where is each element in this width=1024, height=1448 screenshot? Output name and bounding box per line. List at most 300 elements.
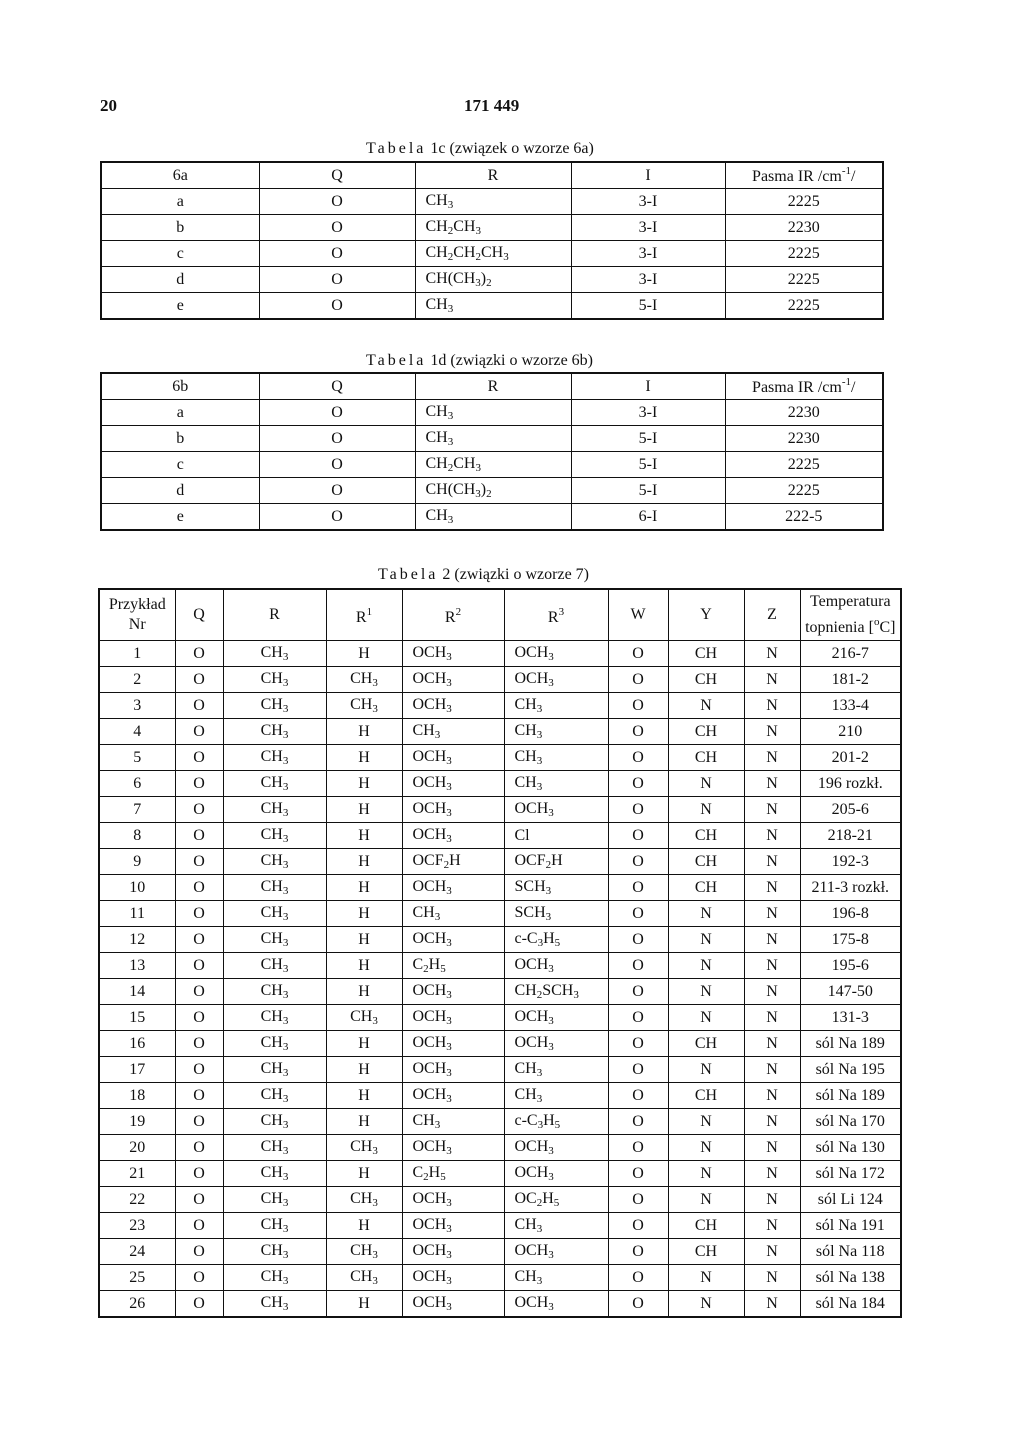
table-cell: $OCH_3$ xyxy=(402,693,504,719)
table-cell: O xyxy=(259,504,415,531)
table-cell: N xyxy=(744,1005,800,1031)
table-cell: O xyxy=(175,719,223,745)
table-row xyxy=(101,189,883,215)
table-cell: sól Na 189 xyxy=(800,1031,901,1057)
table-cell: $CH_3$ xyxy=(223,745,326,771)
table-cell: O xyxy=(608,1291,668,1318)
table-cell: CH xyxy=(668,1213,744,1239)
table-cell: N xyxy=(668,1291,744,1318)
header-cell: Q xyxy=(259,373,415,400)
header-cell: Q xyxy=(259,162,415,189)
table-cell: 131-3 xyxy=(800,1005,901,1031)
table-cell: $CH_3$ xyxy=(223,1005,326,1031)
table-cell: 16 xyxy=(99,1031,175,1057)
table-cell: N xyxy=(668,1109,744,1135)
table-cell: 2225 xyxy=(725,267,883,293)
table-cell: N xyxy=(744,693,800,719)
table-cell: $c-C_3H_5$ xyxy=(504,1109,608,1135)
table-cell: $OCH_3$ xyxy=(402,1187,504,1213)
table-cell: 3 xyxy=(99,693,175,719)
table-cell: 9 xyxy=(99,849,175,875)
table-cell: b xyxy=(101,215,259,241)
table-cell: O xyxy=(175,901,223,927)
table-cell: $CH_3$ xyxy=(402,1109,504,1135)
table-cell: O xyxy=(175,1161,223,1187)
table-cell: O xyxy=(608,901,668,927)
table-1c-caption-text: 1c (związek o wzorze 6a) xyxy=(430,140,594,157)
table-row xyxy=(99,745,901,771)
table-cell: N xyxy=(744,849,800,875)
table-cell: N xyxy=(668,1057,744,1083)
table-row xyxy=(99,901,901,927)
table-cell: $CH_3$ xyxy=(223,927,326,953)
table-cell: $OCH_3$ xyxy=(504,1005,608,1031)
table-cell: e xyxy=(101,504,259,531)
table-cell: sól Na 130 xyxy=(800,1135,901,1161)
table-cell: $CH_3$ xyxy=(223,1135,326,1161)
table-cell: O xyxy=(608,1109,668,1135)
table-row xyxy=(99,1213,901,1239)
table-cell: $OCH_3$ xyxy=(402,641,504,667)
table-cell: 19 xyxy=(99,1109,175,1135)
table-row xyxy=(99,641,901,667)
table-row xyxy=(99,1135,901,1161)
table-cell: $CH_3$ xyxy=(504,1213,608,1239)
table-cell: O xyxy=(608,1161,668,1187)
table-row xyxy=(99,1031,901,1057)
table-cell: $CH_3$ xyxy=(223,875,326,901)
table-cell: H xyxy=(326,745,402,771)
table-cell: O xyxy=(608,1213,668,1239)
header-cell: R xyxy=(415,162,571,189)
table-cell: N xyxy=(744,823,800,849)
table-cell: 2225 xyxy=(725,452,883,478)
table-cell: 20 xyxy=(99,1135,175,1161)
table-1c-header-row xyxy=(101,162,883,189)
table-cell: $CH_3$ xyxy=(326,1265,402,1291)
table-cell: H xyxy=(326,953,402,979)
table-cell: a xyxy=(101,189,259,215)
table-cell: H xyxy=(326,1291,402,1318)
table-cell: $OCH_3$ xyxy=(402,1291,504,1318)
table-cell: 175-8 xyxy=(800,927,901,953)
table-cell: O xyxy=(259,189,415,215)
table-cell: H xyxy=(326,1083,402,1109)
table-cell: O xyxy=(259,215,415,241)
table-cell: $CH_3$ xyxy=(326,667,402,693)
table-cell: O xyxy=(175,745,223,771)
table-cell: O xyxy=(259,241,415,267)
table-cell: N xyxy=(668,771,744,797)
table-cell: N xyxy=(744,771,800,797)
table-cell: 2225 xyxy=(725,478,883,504)
table-cell: 5-I xyxy=(571,452,725,478)
table-cell: $OCH_3$ xyxy=(504,1031,608,1057)
table-cell: CH xyxy=(668,667,744,693)
table-cell: H xyxy=(326,1213,402,1239)
table-cell: 133-4 xyxy=(800,693,901,719)
table-cell: N xyxy=(744,1213,800,1239)
table-cell: $CH_3$ xyxy=(504,1057,608,1083)
table-cell: O xyxy=(608,1057,668,1083)
table-cell: O xyxy=(175,693,223,719)
table-cell: $OCH_3$ xyxy=(402,1135,504,1161)
table-cell: N xyxy=(744,953,800,979)
header-cell: 6a xyxy=(101,162,259,189)
table-row xyxy=(101,293,883,320)
table-cell: $OCH_3$ xyxy=(504,667,608,693)
table-cell: 6 xyxy=(99,771,175,797)
table-row xyxy=(101,478,883,504)
table-cell: CH xyxy=(668,1083,744,1109)
table-cell: 196-8 xyxy=(800,901,901,927)
table-cell: d xyxy=(101,267,259,293)
table-row xyxy=(99,693,901,719)
table-cell: $CH_3$ xyxy=(223,1161,326,1187)
table-cell: H xyxy=(326,901,402,927)
table-cell: 3-I xyxy=(571,215,725,241)
table-cell: $OCH_3$ xyxy=(402,1005,504,1031)
table-cell: 22 xyxy=(99,1187,175,1213)
page-number: 20 xyxy=(100,96,117,115)
table-cell: O xyxy=(608,979,668,1005)
table-cell: 12 xyxy=(99,927,175,953)
table-row xyxy=(99,823,901,849)
header-cell: R xyxy=(223,589,326,641)
table-cell: $CH_3$ xyxy=(415,189,571,215)
table-cell: 4 xyxy=(99,719,175,745)
document-number: 171 449 xyxy=(464,96,520,115)
table-row xyxy=(99,1057,901,1083)
table-cell: 2225 xyxy=(725,189,883,215)
table-cell: $CH_3$ xyxy=(223,1213,326,1239)
table-cell: $OCH_3$ xyxy=(402,927,504,953)
table-cell: sól Li 124 xyxy=(800,1187,901,1213)
table-cell: 5-I xyxy=(571,478,725,504)
table-cell: $CH_3$ xyxy=(504,1265,608,1291)
table-cell: O xyxy=(608,771,668,797)
table-cell: $CH_2CH_3$ xyxy=(415,215,571,241)
table-cell: O xyxy=(608,745,668,771)
table-cell: $OCF_2H$ xyxy=(402,849,504,875)
header-cell: Przykład Nr xyxy=(99,589,175,641)
table-cell: 5-I xyxy=(571,426,725,452)
table-cell: 3-I xyxy=(571,267,725,293)
table-cell: CH xyxy=(668,875,744,901)
table-cell: 15 xyxy=(99,1005,175,1031)
table-cell: $CH_3$ xyxy=(415,426,571,452)
table-cell: O xyxy=(259,426,415,452)
table-row xyxy=(99,1239,901,1265)
table-cell: $OCH_3$ xyxy=(402,771,504,797)
table-cell: $CH_3$ xyxy=(504,1083,608,1109)
table-cell: O xyxy=(608,823,668,849)
table-cell: N xyxy=(744,1057,800,1083)
table-cell: 3-I xyxy=(571,241,725,267)
table-cell: O xyxy=(175,1083,223,1109)
table-1d xyxy=(100,372,884,531)
table-cell: N xyxy=(668,1005,744,1031)
table-cell: 195-6 xyxy=(800,953,901,979)
table-cell: N xyxy=(668,1265,744,1291)
table-cell: 7 xyxy=(99,797,175,823)
table-cell: O xyxy=(259,293,415,320)
table-cell: $SCH_3$ xyxy=(504,875,608,901)
table-cell: 181-2 xyxy=(800,667,901,693)
table-2-caption-text: 2 (związki o wzorze 7) xyxy=(442,566,589,583)
table-cell: $CH_3$ xyxy=(223,1239,326,1265)
table-cell: sól Na 195 xyxy=(800,1057,901,1083)
table-cell: O xyxy=(175,1031,223,1057)
table-cell: $CH_3$ xyxy=(504,693,608,719)
table-cell: $CH_2CH_3$ xyxy=(415,452,571,478)
table-cell: O xyxy=(608,1187,668,1213)
table-cell: $CH_2SCH_3$ xyxy=(504,979,608,1005)
table-cell: d xyxy=(101,478,259,504)
table-cell: sól Na 118 xyxy=(800,1239,901,1265)
table-cell: 196 rozkł. xyxy=(800,771,901,797)
table-row xyxy=(101,452,883,478)
table-cell: 2 xyxy=(99,667,175,693)
table-cell: O xyxy=(175,1239,223,1265)
table-cell: 5 xyxy=(99,745,175,771)
table-2 xyxy=(98,588,902,1318)
table-cell: N xyxy=(668,693,744,719)
table-cell: $OCH_3$ xyxy=(504,641,608,667)
table-cell: O xyxy=(175,927,223,953)
table-cell: 24 xyxy=(99,1239,175,1265)
table-cell: O xyxy=(175,797,223,823)
table-cell: 3-I xyxy=(571,189,725,215)
header-cell: R xyxy=(415,373,571,400)
table-cell: O xyxy=(608,1135,668,1161)
table-cell: 10 xyxy=(99,875,175,901)
table-row xyxy=(99,1109,901,1135)
table-cell: N xyxy=(668,1161,744,1187)
table-row xyxy=(101,267,883,293)
table-cell: $CH_3$ xyxy=(223,1109,326,1135)
table-cell: H xyxy=(326,927,402,953)
table-cell: O xyxy=(608,1083,668,1109)
table-cell: sól Na 189 xyxy=(800,1083,901,1109)
table-cell: $CH_3$ xyxy=(326,1187,402,1213)
table-cell: a xyxy=(101,400,259,426)
table-cell: $CH_3$ xyxy=(223,1291,326,1318)
table-cell: $OCH_3$ xyxy=(402,1213,504,1239)
table-cell: CH xyxy=(668,641,744,667)
table-cell: $CH_3$ xyxy=(415,504,571,531)
table-row xyxy=(99,797,901,823)
table-cell: sól Na 191 xyxy=(800,1213,901,1239)
table-cell: N xyxy=(744,1135,800,1161)
table-row xyxy=(101,241,883,267)
table-row xyxy=(99,771,901,797)
table-cell: $OCH_3$ xyxy=(504,1135,608,1161)
table-cell: sól Na 170 xyxy=(800,1109,901,1135)
table-cell: O xyxy=(608,1265,668,1291)
header-cell: Pasma IR $/cm^{-1}/$ xyxy=(725,373,883,400)
table-cell: N xyxy=(744,745,800,771)
table-cell: N xyxy=(744,1187,800,1213)
table-cell: O xyxy=(175,1057,223,1083)
table-cell: O xyxy=(175,1265,223,1291)
table-cell: O xyxy=(175,1291,223,1318)
table-cell: $OCH_3$ xyxy=(504,953,608,979)
header-cell: Pasma IR $/cm^{-1}/$ xyxy=(725,162,883,189)
table-cell: $c-C_3H_5$ xyxy=(504,927,608,953)
table-cell: c xyxy=(101,241,259,267)
table-cell: 147-50 xyxy=(800,979,901,1005)
table-cell: H xyxy=(326,979,402,1005)
table-cell: $OCH_3$ xyxy=(402,979,504,1005)
table-cell: $OCH_3$ xyxy=(402,1265,504,1291)
table-cell: O xyxy=(608,797,668,823)
table-cell: $CH_3$ xyxy=(223,667,326,693)
table-cell: 2230 xyxy=(725,400,883,426)
table-2-caption xyxy=(378,566,589,584)
table-cell: $CH_3$ xyxy=(223,693,326,719)
table-cell: N xyxy=(668,901,744,927)
table-cell: c xyxy=(101,452,259,478)
table-cell: $OCH_3$ xyxy=(504,797,608,823)
table-cell: $CH_3$ xyxy=(223,771,326,797)
table-cell: O xyxy=(175,667,223,693)
table-cell: O xyxy=(608,875,668,901)
table-cell: $OCH_3$ xyxy=(504,1239,608,1265)
table-cell: O xyxy=(175,849,223,875)
table-cell: 2230 xyxy=(725,426,883,452)
table-cell: H xyxy=(326,797,402,823)
table-row xyxy=(99,953,901,979)
table-row xyxy=(99,849,901,875)
table-cell: $CH_3$ xyxy=(223,1265,326,1291)
table-cell: H xyxy=(326,875,402,901)
table-cell: O xyxy=(608,667,668,693)
table-cell: $CH_3$ xyxy=(223,849,326,875)
table-cell: 25 xyxy=(99,1265,175,1291)
table-cell: 2225 xyxy=(725,293,883,320)
header-cell: Y xyxy=(668,589,744,641)
table-cell: 17 xyxy=(99,1057,175,1083)
table-row xyxy=(99,1005,901,1031)
table-cell: H xyxy=(326,771,402,797)
table-cell: O xyxy=(259,400,415,426)
table-cell: 216-7 xyxy=(800,641,901,667)
table-cell: N xyxy=(744,1031,800,1057)
table-1c-caption xyxy=(366,140,594,158)
table-cell: H xyxy=(326,1031,402,1057)
table-cell: 14 xyxy=(99,979,175,1005)
table-cell: O xyxy=(175,771,223,797)
table-cell: O xyxy=(608,953,668,979)
table-cell: N xyxy=(668,979,744,1005)
table-cell: $CH_3$ xyxy=(504,719,608,745)
table-row xyxy=(99,1083,901,1109)
table-cell: $OCH_3$ xyxy=(402,745,504,771)
table-cell: 222-5 xyxy=(725,504,883,531)
table-cell: CH xyxy=(668,745,744,771)
table-cell: 6-I xyxy=(571,504,725,531)
table-cell: 2225 xyxy=(725,241,883,267)
table-row xyxy=(101,215,883,241)
table-cell: O xyxy=(608,849,668,875)
table-cell: $CH_3$ xyxy=(326,1239,402,1265)
table-cell: $CH_3$ xyxy=(223,1083,326,1109)
table-cell: H xyxy=(326,1109,402,1135)
table-2-header-row xyxy=(99,589,901,641)
table-cell: 218-21 xyxy=(800,823,901,849)
table-cell: 1 xyxy=(99,641,175,667)
header-cell: 6b xyxy=(101,373,259,400)
table-cell: $CH_3$ xyxy=(504,771,608,797)
table-row xyxy=(99,1187,901,1213)
table-cell: H xyxy=(326,849,402,875)
table-cell: O xyxy=(608,719,668,745)
table-cell: N xyxy=(668,797,744,823)
table-cell: $C_2H_5$ xyxy=(402,953,504,979)
table-cell: O xyxy=(608,1005,668,1031)
table-cell: $CH_3$ xyxy=(326,693,402,719)
table-cell: $CH_3$ xyxy=(223,719,326,745)
table-cell: N xyxy=(744,927,800,953)
table-cell: $CH_3$ xyxy=(326,1135,402,1161)
header-cell: Z xyxy=(744,589,800,641)
table-cell: $OCF_2H$ xyxy=(504,849,608,875)
table-cell: N xyxy=(744,1291,800,1318)
table-cell: 201-2 xyxy=(800,745,901,771)
table-cell: e xyxy=(101,293,259,320)
table-row xyxy=(99,979,901,1005)
table-1d-caption-word: Tabela xyxy=(366,352,427,369)
table-cell: 205-6 xyxy=(800,797,901,823)
table-cell: 13 xyxy=(99,953,175,979)
table-cell: $CH_3$ xyxy=(223,979,326,1005)
table-cell: $CH_3$ xyxy=(223,641,326,667)
table-1d-caption-text: 1d (związki o wzorze 6b) xyxy=(430,352,593,369)
table-cell: $OCH_3$ xyxy=(402,875,504,901)
table-cell: $CH_3$ xyxy=(402,719,504,745)
table-cell: O xyxy=(175,1213,223,1239)
table-cell: N xyxy=(668,953,744,979)
table-cell: N xyxy=(744,1161,800,1187)
table-cell: $CH_3$ xyxy=(223,797,326,823)
table-cell: N xyxy=(744,875,800,901)
table-cell: O xyxy=(175,953,223,979)
table-cell: $OCH_3$ xyxy=(402,1057,504,1083)
table-cell: O xyxy=(175,875,223,901)
table-cell: CH xyxy=(668,719,744,745)
table-row xyxy=(99,1265,901,1291)
table-cell: $C_2H_5$ xyxy=(402,1161,504,1187)
table-cell: $CH_3$ xyxy=(415,293,571,320)
table-cell: CH xyxy=(668,849,744,875)
table-cell: O xyxy=(175,1187,223,1213)
table-cell: sól Na 138 xyxy=(800,1265,901,1291)
header-cell: $R^2$ xyxy=(402,589,504,641)
table-cell: O xyxy=(175,979,223,1005)
table-cell: 11 xyxy=(99,901,175,927)
header-cell: I xyxy=(571,162,725,189)
table-1c-caption-word: Tabela xyxy=(366,140,427,157)
table-cell: N xyxy=(668,1187,744,1213)
table-cell: N xyxy=(744,1239,800,1265)
header-cell: $R^3$ xyxy=(504,589,608,641)
table-cell: N xyxy=(744,641,800,667)
header-cell: $R^1$ xyxy=(326,589,402,641)
table-1c xyxy=(100,161,884,320)
header-cell: Temperatura topnienia [$^o$C] xyxy=(800,589,901,641)
table-cell: $CH_3$ xyxy=(402,901,504,927)
